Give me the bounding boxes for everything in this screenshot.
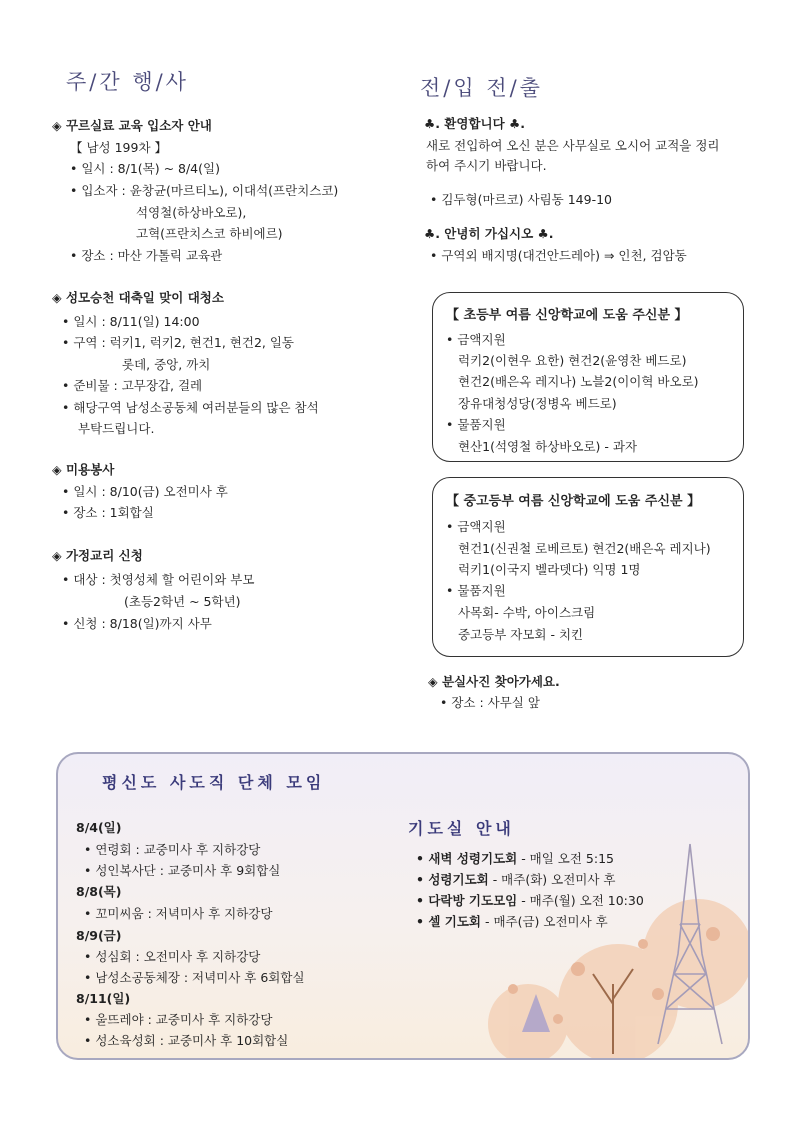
- d1a: • 연령회 : 교중미사 후 지하강당: [84, 842, 261, 857]
- box2-m2: 럭키1(이국지 벨라뎃다) 익명 1명: [458, 562, 641, 577]
- box2-m1: 현건1(신권철 로베르토) 현건2(배은옥 레지나): [458, 541, 711, 556]
- bottom-title: 평신도 사도직 단체 모임: [102, 773, 326, 792]
- s1-sub: 【 남성 199차 】: [70, 140, 168, 155]
- d3a: • 성심회 : 오전미사 후 지하강당: [84, 949, 261, 964]
- prayer-1-time: - 매일 오전 5:15: [517, 851, 614, 866]
- move-in-item: • 김두형(마르코) 사림동 149-10: [430, 192, 612, 207]
- prayer-3-name: • 다락방 기도모임: [416, 893, 518, 908]
- lost-photos-heading: ◈ 분실사진 찾아가세요.: [428, 674, 560, 689]
- right-title: 전/입 전/출: [420, 76, 543, 100]
- s4-target2: (초등2학년 ~ 5학년): [124, 594, 241, 609]
- move-out-item: • 구역외 배지명(대건안드레아) ⇒ 인천, 검암동: [430, 248, 687, 263]
- s1-people1: • 입소자 : 윤창균(마르티노), 이대석(프란치스코): [70, 183, 339, 198]
- youth-donors-title: 【 중고등부 여름 신앙학교에 도움 주신분 】: [446, 494, 701, 509]
- left-title: 주/간 행/사: [66, 70, 189, 94]
- box1-g1: 현산1(석영철 하상바오로) - 과자: [458, 439, 638, 454]
- d2a: • 꼬미씨움 : 저녁미사 후 지하강당: [84, 906, 273, 921]
- bottom-panel: [56, 752, 750, 1060]
- date-aug4: 8/4(일): [76, 820, 122, 835]
- box2-g1: 사목회- 수박, 아이스크림: [458, 605, 596, 620]
- d4b: • 성소육성회 : 교중미사 후 10회합실: [84, 1033, 289, 1048]
- s2-heading: ◈ 성모승천 대축일 맞이 대청소: [52, 290, 224, 305]
- welcome-text2: 하여 주시기 바랍니다.: [426, 158, 547, 173]
- box1-m3: 장유대청성당(정병옥 베드로): [458, 396, 617, 411]
- s4-target1: • 대상 : 첫영성체 할 어린이와 부모: [62, 572, 255, 587]
- s3-heading: ◈ 미용봉사: [52, 462, 115, 477]
- box1-money: • 금액지원: [446, 332, 506, 347]
- lost-photos-place: • 장소 : 사무실 앞: [440, 695, 540, 710]
- s3-place: • 장소 : 1회합실: [62, 505, 154, 520]
- prayer-item-1: [416, 849, 614, 867]
- s2-note2: 부탁드립니다.: [78, 421, 155, 436]
- s4-apply: • 신청 : 8/18(일)까지 사무: [62, 616, 212, 631]
- s2-date: • 일시 : 8/11(일) 14:00: [62, 314, 200, 329]
- date-aug8: 8/8(목): [76, 884, 122, 899]
- s1-place: • 장소 : 마산 가톨릭 교육관: [70, 248, 223, 263]
- date-aug11: 8/11(일): [76, 991, 131, 1006]
- s4-heading: ◈ 가정교리 신청: [52, 548, 143, 563]
- elementary-donors-title: 【 초등부 여름 신앙학교에 도움 주신분 】: [446, 308, 688, 323]
- date-aug9: 8/9(금): [76, 928, 122, 943]
- s2-area2: 롯데, 중앙, 까치: [122, 357, 211, 372]
- prayer-2-name: • 성령기도회: [416, 872, 489, 887]
- s1-people2: 석영철(하상바오로),: [136, 205, 247, 220]
- prayer-4-name: • 셀 기도회: [416, 914, 481, 929]
- prayer-item-3: [416, 891, 644, 909]
- d1b: • 성인복사단 : 교중미사 후 9회합실: [84, 863, 281, 878]
- s1-heading: ◈ 꾸르실료 교육 입소자 안내: [52, 118, 212, 133]
- s1-date: • 일시 : 8/1(목) ~ 8/4(일): [70, 161, 220, 176]
- box2-goods: • 물품지원: [446, 583, 506, 598]
- s1-people3: 고혁(프란치스코 하비에르): [136, 226, 283, 241]
- box1-m2: 현건2(배은옥 레지나) 노블2(이이혁 바오로): [458, 374, 699, 389]
- box1-goods: • 물품지원: [446, 417, 506, 432]
- welcome-text1: 새로 전입하여 오신 분은 사무실로 오시어 교적을 정리: [426, 138, 720, 153]
- s3-date: • 일시 : 8/10(금) 오전미사 후: [62, 484, 228, 499]
- prayer-room-title: 기도실 안내: [408, 819, 515, 838]
- box2-money: • 금액지원: [446, 519, 506, 534]
- box2-g2: 중고등부 자모회 - 치킨: [458, 627, 584, 642]
- goodbye-heading: ♣. 안녕히 가십시오 ♣.: [424, 226, 554, 241]
- box1-m1: 럭키2(이현우 요한) 현건2(윤영찬 베드로): [458, 353, 687, 368]
- prayer-1-name: • 새벽 성령기도회: [416, 851, 518, 866]
- prayer-item-2: [416, 870, 615, 888]
- s2-note1: • 해당구역 남성소공동체 여러분들의 많은 참석: [62, 400, 319, 415]
- d4a: • 울뜨레야 : 교중미사 후 지하강당: [84, 1012, 273, 1027]
- prayer-3-time: - 매주(월) 오전 10:30: [517, 893, 644, 908]
- prayer-2-time: - 매주(화) 오전미사 후: [488, 872, 616, 887]
- d3b: • 남성소공동체장 : 저녁미사 후 6회합실: [84, 970, 305, 985]
- prayer-4-time: - 매주(금) 오전미사 후: [481, 914, 608, 929]
- s2-area1: • 구역 : 럭키1, 럭키2, 현건1, 현건2, 일동: [62, 335, 295, 350]
- prayer-item-4: [416, 912, 608, 930]
- s2-prep: • 준비물 : 고무장갑, 걸레: [62, 378, 203, 393]
- welcome-heading: ♣. 환영합니다 ♣.: [424, 116, 525, 131]
